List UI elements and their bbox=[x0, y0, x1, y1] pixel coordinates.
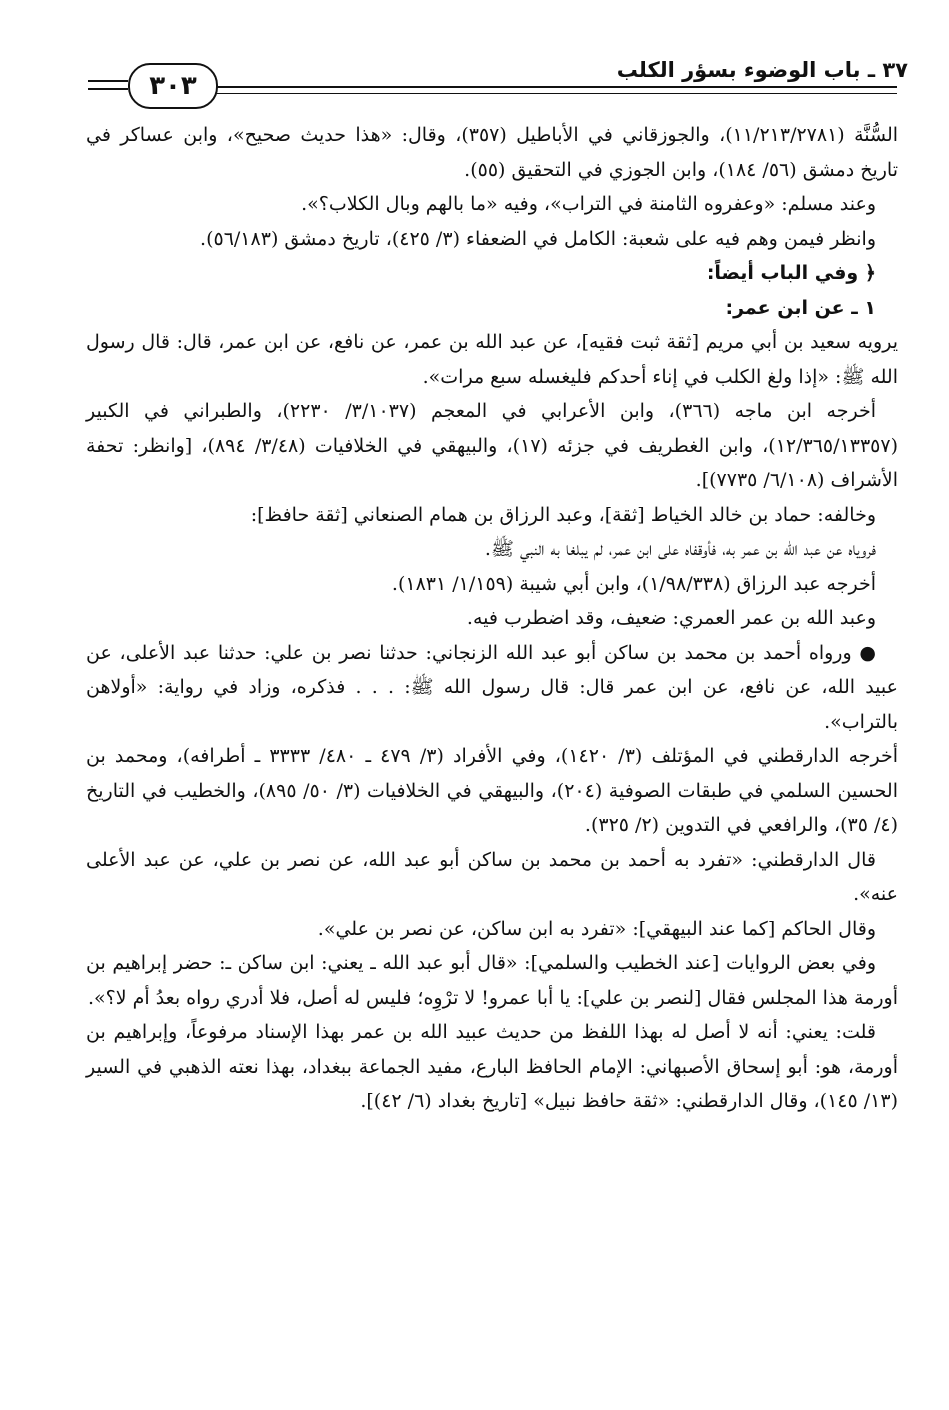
text-paragraph: وعند مسلم: «وعفروه الثامنة في التراب»، وفيه «ما بالهم وبال الكلاب؟». bbox=[301, 193, 876, 215]
text-paragraph: فروياه عن عبد الله بن عمر به، فأوقفاه على ابن عمر، لم يبلغا به النبي ﷺ. bbox=[484, 538, 876, 560]
left-ornament-rule bbox=[88, 80, 128, 82]
header-rule-thin bbox=[210, 93, 897, 94]
text-paragraph: وفي بعض الروايات [عند الخطيب والسلمي]: «قال أبو عبد الله ـ يعني: ابن ساكن ـ: حضر إبراهيم بن أورمة هذا المجلس فقال [لنصر بن علي]: يا أبا عمرو! لا ترْوِه؛ فليس له أصل، فلا أدري رواه بعدُ أم لا؟». bbox=[86, 952, 898, 1009]
page-number: ٣٠٣ bbox=[128, 63, 218, 109]
chapter-title: ٣٧ ـ باب الوضوء بسؤر الكلب bbox=[616, 58, 908, 82]
text-paragraph: أخرجه الدارقطني في المؤتلف (٣/ ١٤٢٠)، وفي الأفراد (٣/ ٤٧٩ ـ ٤٨٠/ ٣٣٣٣ ـ أطرافه)، ومحمد بن الحسين السلمي في طبقات الصوفية (٢٠٤)، والبيهقي في الخلافيات (٣/ ٥٠/ ٨٩٥)، والخطيب في التاريخ (٤/ ٣٥)، والرافعي في التدوين (٢/ ٣٢٥). bbox=[86, 745, 899, 836]
left-ornament-rule-2 bbox=[88, 88, 128, 90]
text-paragraph: وقال الحاكم [كما عند البيهقي]: «تفرد به ابن ساكن، عن نصر بن علي». bbox=[317, 917, 876, 940]
text-paragraph: يرويه سعيد بن أبي مريم [ثقة ثبت فقيه]، عن عبد الله بن عمر، عن نافع، عن ابن عمر، قال: قال رسول الله ﷺ: «إذا ولغ الكلب في إناء أحدكم فليغسله سبع مرات». bbox=[86, 331, 898, 388]
text-paragraph: أخرجه ابن ماجه (٣٦٦)، وابن الأعرابي في المعجم (٣/١٠٣٧/ ٢٢٣٠)، والطبراني في الكبير (١٢/٣٦٥/١٣٣٥٧)، وابن الغطريف في جزئه (١٧)، والبيهقي في الخلافيات (٣/٤٨/ ٨٩٤)، [وانظر: تحفة الأشراف (٦/١٠٨/ ٧٧٣٥)]. bbox=[86, 400, 898, 491]
text-paragraph: وانظر فيمن وهم فيه على شعبة: الكامل في الضعفاء (٣/ ٤٢٥)، تاريخ دمشق (٥٦/١٨٣). bbox=[200, 227, 876, 250]
text-paragraph: السُّنَّة (١١/٢١٣/٢٧٨١)، والجوزقاني في الأباطيل (٣٥٧)، وقال: «هذا حديث صحيح»، وابن عساكر في تاريخ دمشق (٥٦/ ١٨٤)، وابن الجوزي في التحقيق (٥٥). bbox=[86, 124, 899, 181]
text-paragraph: وعبد الله بن عمر العمري: ضعيف، وقد اضطرب فيه. bbox=[466, 607, 876, 629]
text-paragraph: ● ورواه أحمد بن محمد بن ساكن أبو عبد الله الزنجاني: حدثنا نصر بن علي: حدثنا عبد الأعلى، عن عبيد الله، عن نافع، عن ابن عمر قال: قال رسول الله ﷺ: . . . فذكره، وزاد في رواية: «أولاهن بالتراب». bbox=[86, 641, 898, 733]
text-paragraph: ﴿ وفي الباب أيضاً: bbox=[706, 262, 876, 284]
text-paragraph: وخالفه: حماد بن خالد الخياط [ثقة]، وعبد الرزاق بن همام الصنعاني [ثقة حافظ]: bbox=[250, 503, 876, 526]
header-rule bbox=[210, 86, 897, 88]
text-paragraph: قلت: يعني: أنه لا أصل له بهذا اللفظ من حديث عبيد الله بن عمر بهذا الإسناد مرفوعاً، وإبراهيم بن أورمة، هو: أبو إسحاق الأصبهاني: الإمام الحافظ البارع، مفيد الجماعة ببغداد، بهذا نعته الذهبي في السير (١٣/ ١٤٥)، وقال الدارقطني: «ثقة حافظ نبيل» [تاريخ بغداد (٦/ ٤٢)]. bbox=[86, 1021, 898, 1112]
main-text bbox=[86, 118, 898, 1119]
text-paragraph: ١ ـ عن ابن عمر: bbox=[725, 296, 876, 319]
text-paragraph: أخرجه عبد الرزاق (١/٩٨/٣٣٨)، وابن أبي شيبة (١/١٥٩/ ١٨٣١). bbox=[391, 572, 876, 595]
text-paragraph: قال الدارقطني: «تفرد به أحمد بن محمد بن ساكن أبو عبد الله، عن نصر بن علي، عن عبد الأعلى عنه». bbox=[86, 848, 898, 905]
